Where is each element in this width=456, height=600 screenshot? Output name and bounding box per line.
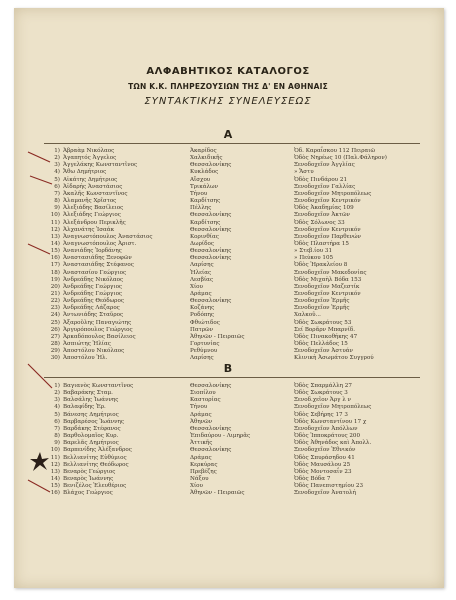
- entry-address: Ξενοδοχεῖον Ἀκτῶν: [294, 212, 350, 219]
- entry-constituency: Γορτυνίας: [190, 341, 220, 348]
- entry-address: Ὁδὸς Μιχαὴλ Βόδα 153: [294, 276, 362, 283]
- entry-number: 3): [54, 162, 60, 169]
- entry-address: Ξενοδοχεῖον Μητροπόλεως: [294, 404, 372, 411]
- entry-number: 13): [50, 233, 60, 240]
- entry-number: 4): [54, 169, 60, 176]
- pencil-mark-icon: [26, 148, 56, 188]
- entry-name: Βαβαράκης Σταμ.: [63, 390, 113, 397]
- entry-name: Ἀνδρεάδης Λάζαρος: [63, 305, 120, 312]
- entry-number: 7): [54, 425, 60, 432]
- entry-address: Ξενοδοχεῖον Παρθενών: [294, 233, 361, 240]
- entry-number: 20): [50, 283, 60, 290]
- entry-constituency: Καρδίτσης: [190, 219, 221, 226]
- entry-name: Ἀργυρόπουλος Γεώργιος: [63, 326, 133, 333]
- entry-address: Ὁδὸς Ἡρακλείου 8: [294, 262, 348, 269]
- entry-name: Βαρβαρέσος Ἰωάννης: [63, 418, 125, 425]
- entry-address: Ὁδὸς Σωκράτους 53: [294, 319, 352, 326]
- entry-constituency: Τρικάλων: [190, 183, 218, 190]
- entry-number: 5): [54, 176, 60, 183]
- entry-constituency: Λαρίσης: [190, 262, 214, 269]
- entry-number: 12): [50, 461, 60, 468]
- entry-number: 29): [50, 348, 60, 355]
- entry-name: Ἀκαλῆς Κωνσταντῖνος: [63, 190, 128, 197]
- entry-constituency: Θεσσαλονίκης: [190, 248, 232, 255]
- entry-constituency: Δράμας: [190, 411, 212, 418]
- entry-constituency: Τήνου: [190, 190, 208, 197]
- entry-name: Ἀσπιώτης Ἠλίας: [63, 341, 111, 348]
- entry-constituency: Λαρίσης: [190, 355, 214, 362]
- entry-number: 12): [50, 226, 60, 233]
- entry-number: 11): [50, 454, 60, 461]
- entry-name: Βαλσάλης Ἰωάννης: [63, 397, 119, 404]
- entry-constituency: Ρεθύμνου: [190, 348, 218, 355]
- entry-number: 25): [50, 319, 60, 326]
- entry-address: Ὁδὸς Πλαστήρα 15: [294, 240, 349, 247]
- entry-number: 18): [50, 269, 60, 276]
- entry-number: 11): [50, 219, 60, 226]
- entry-name: Ἀνδρεάδης Γεώργιος: [63, 291, 123, 297]
- entry-constituency: Χίου: [190, 283, 203, 290]
- pencil-mark-icon: [26, 240, 56, 270]
- entry-address: Ὁδὸς Σόλωνος 33: [294, 219, 345, 226]
- entry-name: Βαρπενίδης Ἀλέξανδρος: [63, 447, 132, 454]
- entry-number: 14): [50, 240, 60, 247]
- entry-constituency: Ἠλείας: [190, 269, 212, 276]
- entry-address: Ξενοδοχεῖον Ἀγγλίας: [294, 162, 355, 169]
- entry-address: Ὁδὸς Βόδα 7: [294, 475, 331, 482]
- section-divider: [44, 377, 420, 378]
- entry-constituency: Σιοπίλου: [190, 390, 216, 397]
- entry-address: Ξενοδοχεῖον Ἑρμῆς: [294, 305, 350, 312]
- entry-constituency: Καρδίτσης: [190, 198, 221, 205]
- entry-name: Ἀλχανάτης Ἰσαάκ: [63, 226, 115, 233]
- entry-address: Ὁδὸς Σεβήρης 17 3: [294, 411, 348, 418]
- entry-address: Ὁδὸς Κωνσταντίνου 17 χ: [294, 418, 367, 425]
- entry-name: Ἀγγελάκης Κωνσταντῖνος: [63, 162, 138, 169]
- entry-address: Χαλκοῦ...: [294, 312, 321, 319]
- entry-number: 16): [50, 255, 60, 262]
- entry-number: 24): [50, 312, 60, 319]
- entry-address: » Πεύκου 105: [294, 255, 334, 262]
- entry-constituency: Κορινθίας: [190, 233, 219, 240]
- pencil-mark-icon: [26, 476, 56, 500]
- entry-address: Κλινικὴ Ἀσωμάτου Συγγρού: [294, 355, 374, 362]
- entry-number: 7): [54, 190, 60, 197]
- entry-address: Ξενοδοχεῖον Ἐθνικόν: [294, 447, 356, 454]
- entry-address: Ὁδὸς Ἀθηνάδος καὶ Ἀπολλ.: [294, 440, 372, 447]
- entry-constituency: Πρεβέζης: [190, 468, 217, 475]
- entry-address: Ξενοδοχεῖον Μαζεστίκ: [294, 283, 360, 290]
- entry-name: Ἀποστόλου Νικόλαος: [63, 348, 125, 355]
- entry-name: Βαρθολομαῖος Κυρ.: [63, 433, 119, 440]
- entry-address: Ὁδὸς Πανεπιστημίου 23: [294, 483, 364, 490]
- entry-number: 28): [50, 341, 60, 348]
- entry-constituency: Χίου: [190, 483, 203, 490]
- entry-address: Ὁδ. Καραΐσκου 112 Πειραιῶ: [294, 148, 376, 154]
- entry-constituency: Πατρῶν: [190, 326, 214, 333]
- entry-number: 10): [50, 212, 60, 219]
- entry-constituency: Θεσσαλονίκης: [190, 298, 232, 305]
- entry-address: Ὁδὸς Σπυράσηδου 41: [294, 454, 355, 461]
- entry-address: Ξενοδοχεῖον Κεντρικόν: [294, 226, 361, 233]
- entry-constituency: Δράμας: [190, 454, 212, 461]
- entry-name: Ἀντωνιάδης Σταῦρος: [63, 312, 124, 319]
- entry-address: Ὁδὸς Νηρέως 10 (Παλ.Φάληρον): [294, 155, 387, 162]
- entry-constituency: Θεσσαλονίκης: [190, 212, 232, 219]
- entry-name: Ἀναστασιάδης Ξενοφῶν: [63, 255, 132, 262]
- entry-constituency: Ἀθηνῶν - Πειραιῶς: [190, 333, 245, 340]
- entry-number: 8): [54, 433, 60, 440]
- entry-name: Βεναρὸς Ἰωάννης: [63, 475, 114, 482]
- list-item: [44, 488, 436, 498]
- entry-address: Ὁδὸς Σωκράτους 3: [294, 390, 348, 397]
- entry-constituency: Πέλλης: [190, 205, 212, 212]
- entry-number: 23): [50, 305, 60, 312]
- entry-number: 13): [50, 468, 60, 475]
- entry-name: Ἀλεξιάδης Βασίλειος: [63, 205, 124, 212]
- entry-number: 6): [54, 418, 60, 425]
- entry-number: 21): [50, 291, 60, 297]
- document-title: ΑΛΦΑΒΗΤΙΚΟΣ ΚΑΤΑΛΟΓΟΣ: [146, 66, 310, 77]
- entry-number: 17): [50, 262, 60, 269]
- entry-constituency: Κοζάνης: [190, 305, 215, 312]
- entry-name: Βαλαφίδης Ἐρ.: [63, 404, 106, 411]
- entry-name: Ἀναστασίου Γεώργιος: [63, 269, 127, 276]
- entry-constituency: Ἀττικῆς: [190, 440, 213, 447]
- entry-number: 5): [54, 411, 60, 418]
- entry-address: Ξενοδοχεῖον Ἀπόλλων: [294, 425, 358, 432]
- section-letter-alpha: Α: [223, 128, 233, 141]
- entry-number: 27): [50, 333, 60, 340]
- ink-blot-icon: [28, 450, 52, 474]
- entry-constituency: Χαλκιδικῆς: [190, 155, 223, 162]
- entry-name: Ἀναστασιάδης Στέφανος: [63, 262, 134, 269]
- entry-number: 19): [50, 276, 60, 283]
- entry-name: Αἰκάτης Δημήτριος: [63, 176, 118, 183]
- entry-number: 15): [50, 248, 60, 255]
- entry-name: Ἀγαπητός Ἀγγελος: [63, 155, 117, 162]
- entry-name: Βαρελᾶς Δημήτριος: [63, 440, 119, 447]
- entry-constituency: Τήνου: [190, 404, 208, 411]
- entry-constituency: Θεσσαλονίκης: [190, 383, 232, 389]
- entry-name: Ἄθω Δημήτριος: [63, 169, 107, 176]
- entry-number: 2): [54, 390, 60, 397]
- entry-address: Ξενοδοχεῖον Μητροπόλεως: [294, 190, 372, 197]
- entry-name: Ἀλεξιάδης Γεώργιος: [63, 212, 121, 219]
- entry-number: 26): [50, 326, 60, 333]
- entry-name: Ἀνδρεάδης Νικόλαος: [63, 276, 124, 283]
- document-subtitle-2: ΣΥΝΤΑΚΤΙΚΗΣ ΣΥΝΕΛΕΥΣΕΩΣ: [144, 96, 312, 107]
- entry-number: 8): [54, 198, 60, 205]
- entry-constituency: Ροδόπης: [190, 312, 215, 319]
- entry-name: Ἀναγνωστόπουλος Ἀριστ.: [63, 240, 137, 247]
- entry-number: 1): [54, 148, 60, 154]
- entry-number: 14): [50, 475, 60, 482]
- entry-address: Σεί Βορᾶρν Μπαρνίδ.: [294, 326, 356, 333]
- entry-number: 30): [50, 355, 60, 362]
- entry-name: Ἀνανιάδης Ἰορδάνης: [63, 248, 122, 255]
- entry-name: Ἀποστόλου Ἠλ.: [63, 355, 108, 362]
- entry-name: Ἀξαροῦλης Παναγιώτης: [63, 319, 132, 326]
- entry-name: Ἀλεξάνδρου Περικλῆς: [63, 219, 126, 226]
- entry-name: Ἀϊδαρής Ἀναστάσιος: [63, 183, 123, 190]
- entry-constituency: Θεσσαλονίκης: [190, 447, 232, 454]
- entry-constituency: Ἀθηνῶν: [190, 418, 213, 425]
- section-letter-beta: Β: [223, 362, 233, 375]
- entry-number: 16): [50, 490, 60, 497]
- entry-name: Ἀναγνωστόπουλος Ἀναστάσιος: [63, 233, 153, 240]
- entry-address: Ξενοδοχεῖον Κεντρικόν: [294, 198, 361, 205]
- entry-constituency: Δράμας: [190, 291, 212, 297]
- entry-number: 10): [50, 447, 60, 454]
- entry-constituency: Αἴσχου: [190, 176, 211, 183]
- entry-number: 2): [54, 155, 60, 162]
- entry-constituency: Ἀθηνῶν - Πειραιῶς: [190, 490, 245, 497]
- entry-address: Ὁδὸς Ἱπποκράτους 200: [294, 433, 361, 440]
- entry-name: Βελλιανίτης Θεόδωρος: [63, 461, 129, 468]
- entry-number: 4): [54, 404, 60, 411]
- entry-number: 9): [54, 205, 60, 212]
- entry-constituency: Ἀκαρίδος: [190, 148, 217, 154]
- entry-address: Ὁδὸς Μοντοσαΐν 23: [294, 468, 352, 475]
- entry-constituency: Νάξου: [190, 475, 209, 482]
- entry-address: Ξενοδ.χεῖον Ἀργ λ ν: [294, 397, 351, 404]
- entry-constituency: Θεσσαλονίκης: [190, 162, 232, 169]
- entry-address: Ὁδὸς Πινακοθήκης 47: [294, 333, 358, 340]
- entry-address: » Ἄστυ: [294, 169, 314, 176]
- entry-constituency: Κερκύρας: [190, 461, 218, 468]
- entry-constituency: Θεσσαλονίκης: [190, 255, 232, 262]
- entry-number: 6): [54, 183, 60, 190]
- entry-address: Ξενοδοχεῖον Κεντρικόν: [294, 291, 361, 297]
- entry-address: Ξενοδοχεῖον Ἑρμῆς: [294, 298, 350, 305]
- entry-address: Ὁδὸς Σπαρμάλλη 27: [294, 383, 352, 389]
- section-divider: [44, 143, 420, 144]
- entry-name: Βάνεσης Δημήτριος: [63, 411, 119, 418]
- entry-address: Ξενοδοχεῖον Ἀνατολή: [294, 490, 356, 497]
- entry-constituency: Καστορίας: [190, 397, 221, 404]
- document-subtitle: ΤΩΝ Κ.Κ. ΠΛΗΡΕΖΟΥΣΙΩΝ ΤΗΣ Δ' ΕΝ ΑΘΗΝΑΙΣ: [128, 82, 328, 91]
- entry-constituency: Φθιώτιδος: [190, 319, 220, 326]
- entry-address: Ξενοδοχεῖον Γαλλίας: [294, 183, 356, 190]
- entry-name: Βλάχος Γεώργιος: [63, 490, 113, 497]
- entry-constituency: Δωρίδος: [190, 240, 214, 247]
- entry-name: Βαρδάκης Στέφανος: [63, 425, 121, 432]
- entry-name: Ἀλαμανῆς Χρῖστος: [63, 198, 117, 205]
- entry-address: Ὁδὸς Ἀκαδημίας 109: [294, 205, 354, 212]
- entry-address: Ὁδὸς Πελλάδος 15: [294, 341, 348, 348]
- entry-number: 15): [50, 483, 60, 490]
- entry-name: Ἀβραὰμ Νικόλαος: [63, 148, 115, 154]
- entry-constituency: Θεσσαλονίκης: [190, 425, 232, 432]
- entry-name: Βελλιανίτης Εὐθύμιος: [63, 454, 127, 461]
- entry-number: 22): [50, 298, 60, 305]
- entry-name: Βενιζέλος Ἐλευθέριος: [63, 483, 127, 490]
- entry-address: » Στεβ.ίου 31: [294, 248, 333, 255]
- pencil-mark-icon: [26, 360, 56, 400]
- entry-constituency: Θεσσαλονίκης: [190, 226, 232, 233]
- entry-number: 9): [54, 440, 60, 447]
- entry-constituency: Λεσβίας: [190, 276, 214, 283]
- entry-address: Ὁδὸς Μαυσάλου 25: [294, 461, 351, 468]
- entry-constituency: Κυκλάδος: [190, 169, 219, 176]
- entry-name: Βαγιανὸς Κωνσταντῖνος: [63, 383, 134, 389]
- entry-address: Ὁδὸς Πινδάρου 21: [294, 176, 348, 183]
- entry-address: Ξενοδοχεῖον Μακεδονίας: [294, 269, 367, 276]
- entry-number: 3): [54, 397, 60, 404]
- entry-number: 1): [54, 383, 60, 389]
- entry-name: Ἀρκαδόπουλος Βασίλειος: [63, 333, 136, 340]
- entry-name: Ἀνδρεάδης Γεώργιος: [63, 283, 123, 290]
- entry-name: Βεναρὸς Γεώργιος: [63, 468, 116, 475]
- entry-name: Ἀνδρεάδης Θεόδωρος: [63, 298, 124, 305]
- entry-constituency: Ἐπιδαύρου - Λιμηρᾶς: [190, 433, 251, 440]
- entry-address: Ξενοδοχεῖον Ἀστυάν: [294, 348, 353, 355]
